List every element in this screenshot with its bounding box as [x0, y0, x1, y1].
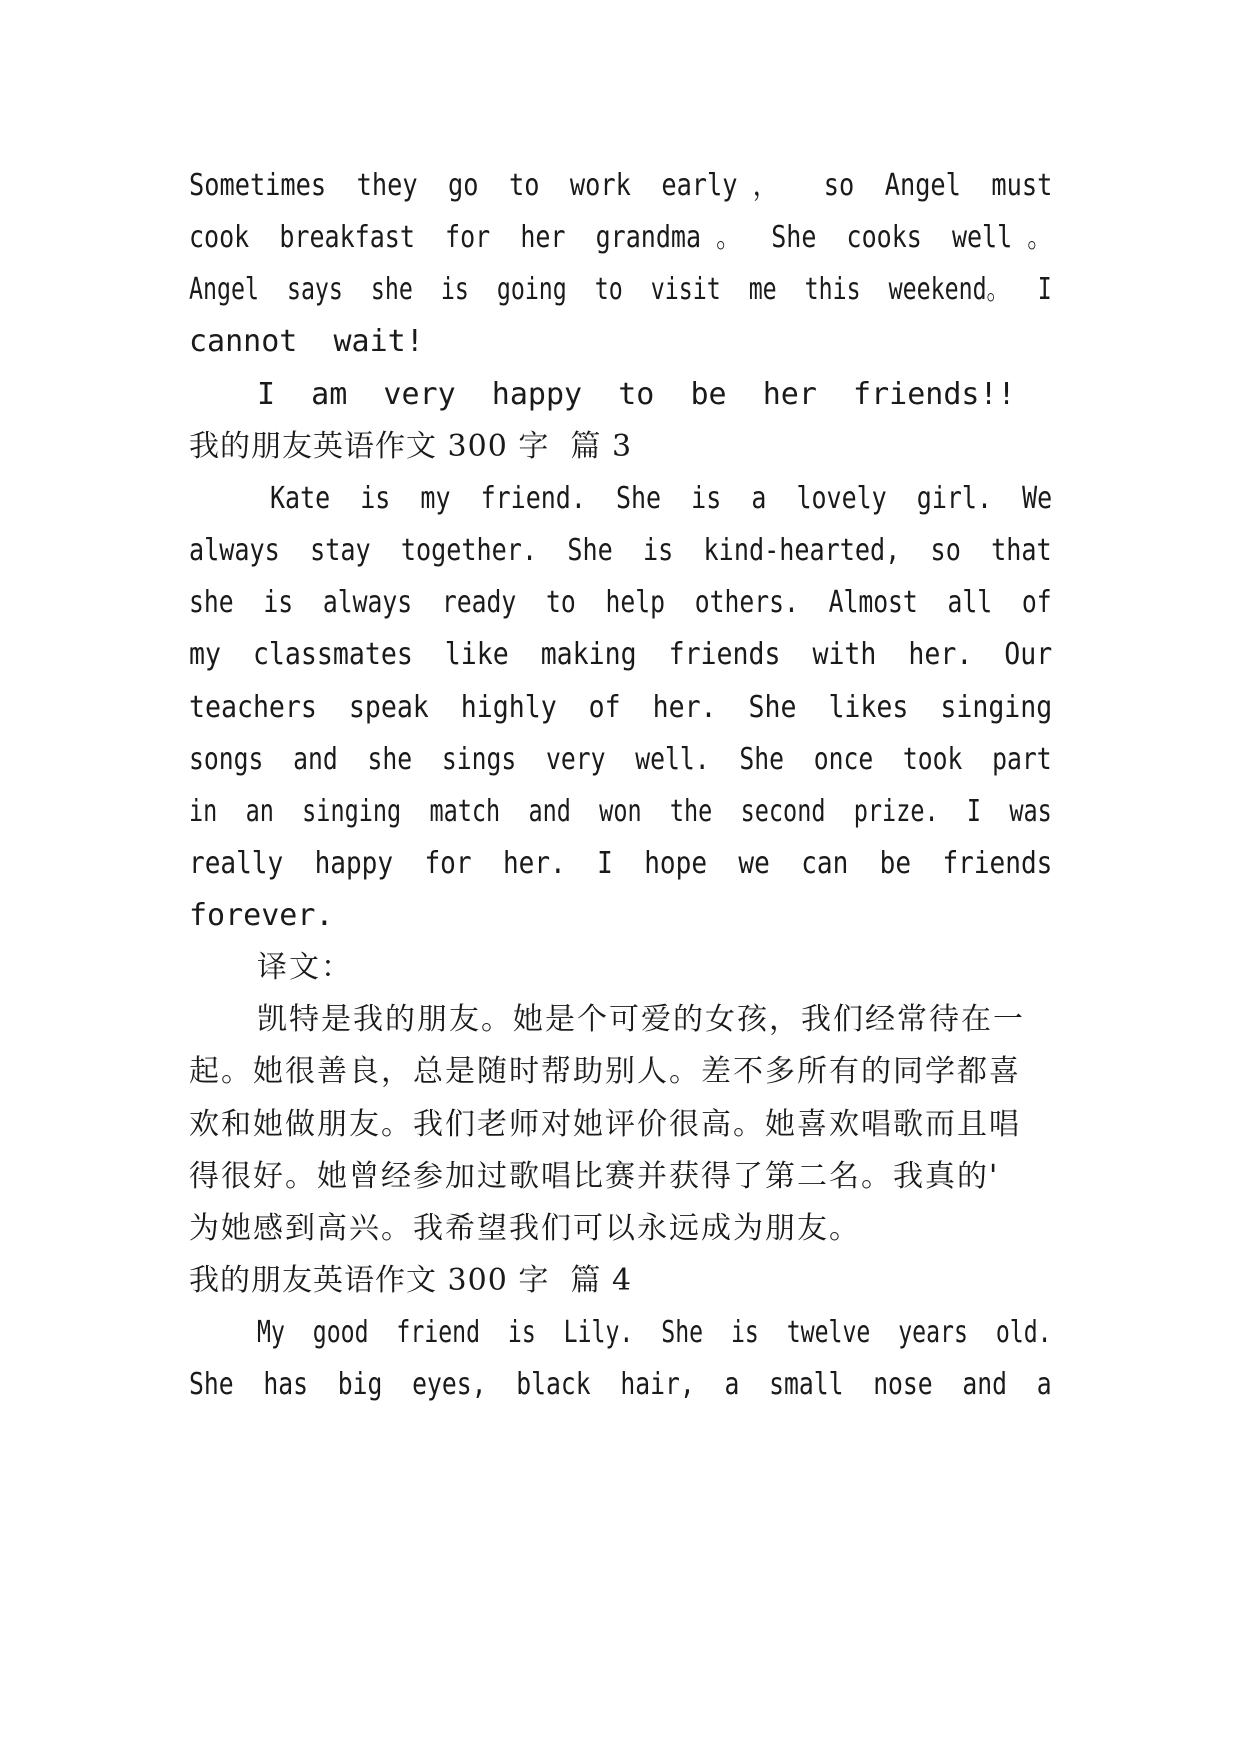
section-heading: 我的朋友英语作文 300 字 篇 4 [189, 1263, 633, 1298]
body-text-line: Sometimes they go to work early ， so Angel must [189, 168, 1053, 203]
body-text-line: really happy for her. I hope we can be friends [189, 846, 1053, 881]
body-text-line: cannot wait! [189, 324, 424, 359]
body-text-line: She has big eyes, black hair, a small nose and a [189, 1367, 1052, 1402]
translation-line: 起。她很善良，总是随时帮助别人。差不多所有的同学都喜 [189, 1054, 1021, 1089]
body-text-line: teachers speak highly of her. She likes singing [189, 690, 1053, 725]
body-text-line: My good friend is Lily. She is twelve years old. [257, 1315, 1052, 1350]
body-text-line: songs and she sings very well. She once took part [189, 742, 1052, 777]
body-text-line: Kate is my friend. She is a lovely girl. We [270, 481, 1053, 516]
translation-line: 凯特是我的朋友。她是个可爱的女孩，我们经常待在一 [257, 1002, 1025, 1037]
body-text-line: forever. [189, 898, 334, 933]
closing-line: I am very happy to be her friends!! [257, 377, 1016, 412]
translation-line: 为她感到高兴。我希望我们可以永远成为朋友。 [189, 1211, 861, 1246]
body-text-line: she is always ready to help others. Almost all of [189, 585, 1052, 620]
body-text-line: in an singing match and won the second prize. I was [189, 794, 1052, 829]
body-text-line: always stay together. She is kind-hearted, so that [189, 533, 1052, 568]
translation-line: 欢和她做朋友。我们老师对她评价很高。她喜欢唱歌而且唱 [189, 1107, 1021, 1142]
body-text-line: cook breakfast for her grandma 。 She cooks well 。 [189, 220, 1053, 255]
body-text-line: my classmates like making friends with her. Our [189, 637, 1053, 672]
translation-line: 得很好。她曾经参加过歌唱比赛并获得了第二名。我真的' [189, 1159, 1000, 1194]
translation-label: 译文： [257, 950, 353, 985]
body-text-line: Angel says she is going to visit me this weekend。 I [189, 272, 1052, 307]
section-heading: 我的朋友英语作文 300 字 篇 3 [189, 429, 633, 464]
